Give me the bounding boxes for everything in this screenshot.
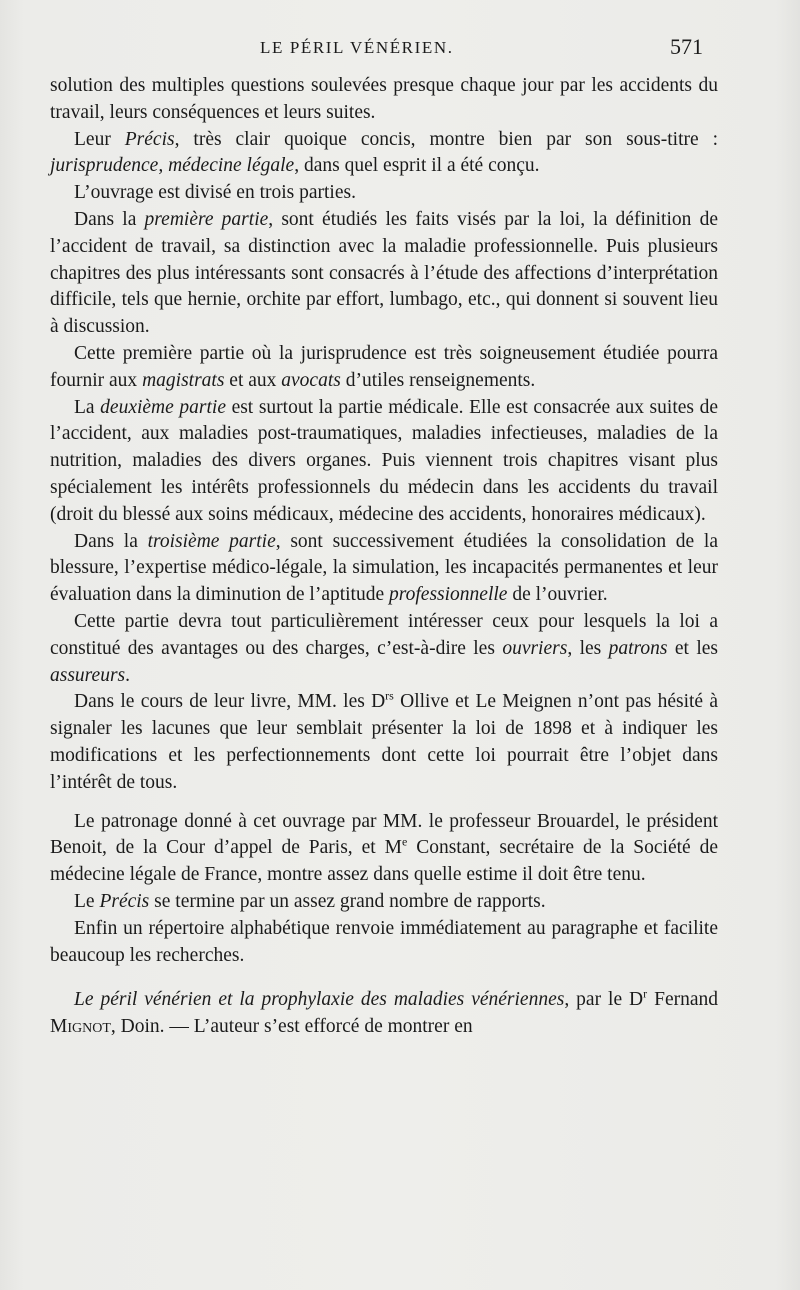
superscript: rs xyxy=(385,688,394,703)
text-run: L’ouvrage est divisé en trois parties. xyxy=(74,182,356,204)
text-run: se termine par un assez grand nombre de rapports. xyxy=(149,890,546,912)
text-run: , très clair quoique concis, montre bien par son sous-titre : xyxy=(174,128,719,150)
italic-text: ouvriers xyxy=(502,637,568,659)
italic-text: magistrats xyxy=(142,369,225,391)
italic-text: avocats xyxy=(281,369,341,391)
text-run: d’utiles renseignements. xyxy=(340,369,536,391)
paragraph xyxy=(50,916,718,970)
text-run: est surtout la partie médicale. Elle est consacrée aux suites de l’accident, aux maladies post-traumatiques, maladies infectieuses, maladies de la nutrition, maladies des divers organes. Puis viennent trois chapitres visant plus spécialement les intérêts professionnels du médecin dans les accidents du travail (droit du blessé aux soins médicaux, médecine des accidents, honoraires médicaux). xyxy=(50,396,718,525)
text-run: Enfin un répertoire alphabétique renvoie immédiatement au paragraphe et facilite beaucoup les recherches. xyxy=(50,917,718,966)
paragraph xyxy=(50,207,718,341)
text-run: Cette première partie où la jurisprudence est très soigneusement étudiée pourra fournir aux xyxy=(50,342,718,391)
text-run: et aux xyxy=(224,369,282,391)
paragraph xyxy=(50,73,718,127)
text-run: , les xyxy=(567,637,609,659)
italic-text: Le péril vénérien et la prophylaxie des maladies vénériennes xyxy=(74,989,565,1011)
text-run: Dans la xyxy=(74,530,148,552)
paragraph xyxy=(50,341,718,395)
superscript: e xyxy=(401,834,408,849)
text-run: Dans la xyxy=(74,208,145,230)
text-run: , dans quel esprit il a été conçu. xyxy=(294,155,540,177)
superscript: r xyxy=(643,986,648,1001)
italic-text: troisième partie xyxy=(147,530,276,552)
running-head: LE PÉRIL VÉNÉRIEN. xyxy=(260,38,454,57)
italic-text: première partie xyxy=(144,208,269,230)
text-run: solution des multiples questions soulevées presque chaque jour par les accidents du travail, leurs conséquences et leurs suites. xyxy=(50,75,718,123)
page-number: 571 xyxy=(670,34,703,59)
italic-text: deuxième partie xyxy=(100,396,226,418)
paragraph xyxy=(50,889,718,916)
paragraph xyxy=(50,180,718,207)
text-run: Ollive et Le Meignen n’ont pas hésité à signaler les lacunes que leur semblait présenter la loi de 1898 et à indiquer les modifications et les perfectionnements dont cette loi pourrait être l’objet dans l’intérêt de tous. xyxy=(50,691,718,793)
italic-text: Précis xyxy=(124,128,175,150)
text-run: . xyxy=(125,664,130,686)
paragraph xyxy=(50,529,718,609)
paragraph xyxy=(50,127,718,181)
italic-text: jurisprudence, médecine légale xyxy=(50,155,295,177)
text-run: Dans le cours de leur livre, MM. les D xyxy=(74,691,386,713)
text-run: Le xyxy=(74,890,100,912)
paragraph xyxy=(50,609,718,689)
text-run: , par le D xyxy=(564,989,644,1011)
paragraph xyxy=(50,809,718,889)
text-run: , sont successivement étudiées la consolidation de la blessure, l’expertise médico-légale, la simulation, les incapacités permanentes et leur évaluation dans la diminution de l’aptitude xyxy=(50,530,718,606)
italic-text: professionnelle xyxy=(389,584,508,606)
text-run: La xyxy=(74,396,101,418)
text-run: Cette partie devra tout particulièrement intéresser ceux pour lesquels la loi a constitué des avantages ou des charges, c’est-à-dire les xyxy=(50,610,718,659)
text-run: Leur xyxy=(74,128,125,150)
text-run: de l’ouvrier. xyxy=(507,584,608,606)
body-text xyxy=(50,73,718,1041)
text-run: , Doin. — L’auteur s’est efforcé de montrer en xyxy=(110,1016,473,1038)
text-run: Constant, secrétaire de la Société de médecine légale de France, montre assez dans quelle estime il doit être tenu. xyxy=(50,837,718,886)
italic-text: Précis xyxy=(99,890,150,912)
text-run: , sont étudiés les faits visés par la loi, la définition de l’accident de travail, sa distinction avec la maladie professionnelle. Puis plusieurs chapitres des plus intéressants sont consacrés à l’étude des affections d’interprétation difficile, tels que hernie, orchite par effort, lumbago, etc., qui donnent si souvent lieu à discussion. xyxy=(50,208,718,338)
text-run: Le patronage donné à cet ouvrage par MM. le professeur Brouardel, le président Benoit, de la Cour d’appel de Paris, et M xyxy=(50,810,718,859)
italic-text: patrons xyxy=(608,637,668,659)
italic-text: assureurs xyxy=(50,664,126,686)
text-run: et les xyxy=(667,637,718,659)
author-name: Mignot xyxy=(50,1016,111,1038)
paragraph xyxy=(50,689,718,796)
text-run: Fernand xyxy=(647,989,718,1011)
paragraph xyxy=(50,395,718,529)
paragraph xyxy=(50,987,718,1041)
